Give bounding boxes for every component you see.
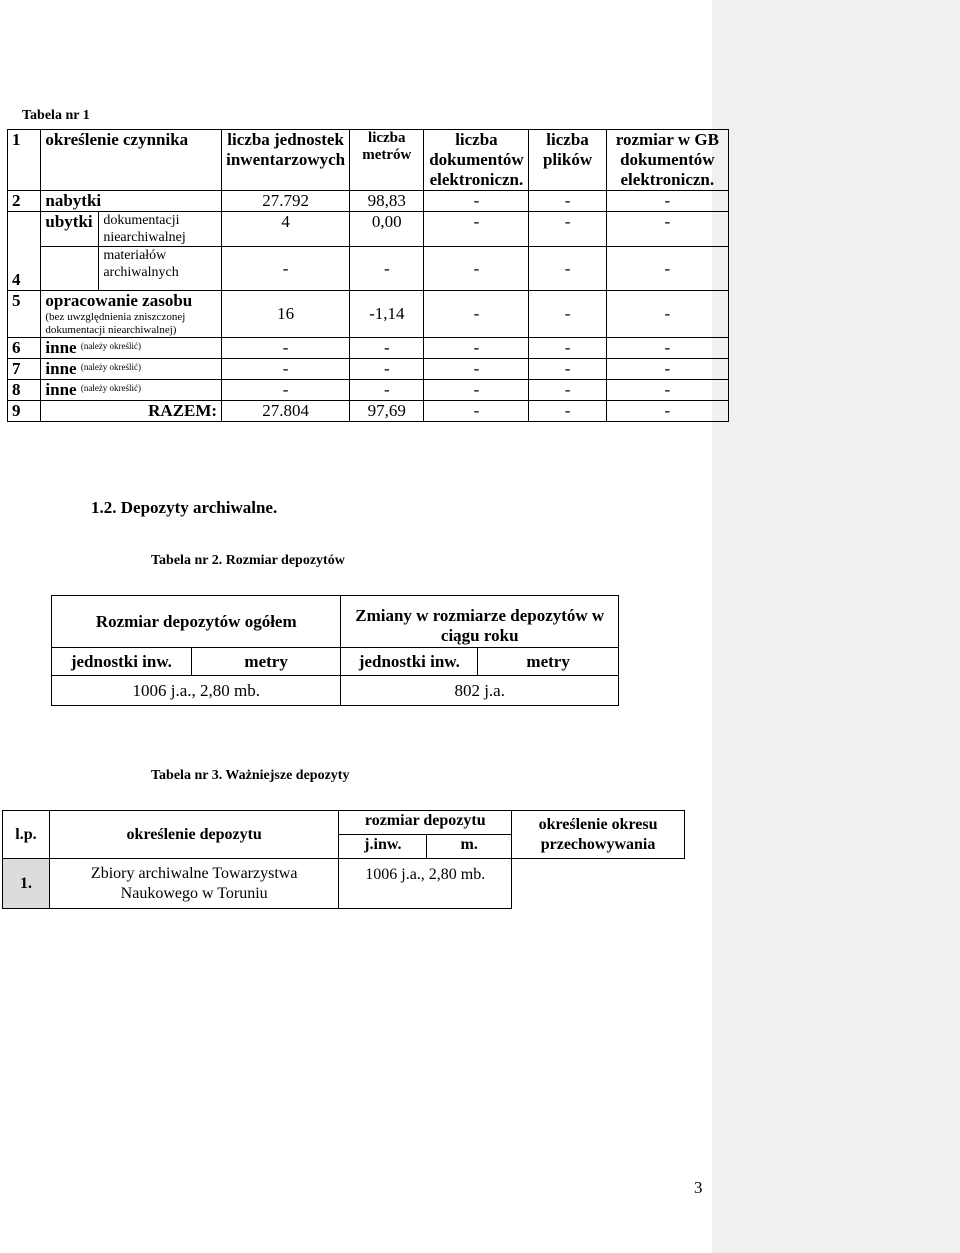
section-heading: 1.2. Depozyty archiwalne. (91, 498, 278, 517)
table-3: l.p. określenie depozytu rozmiar depozytu określenie okresu przechowywania j.inw. m. 1. Zbiory archiwalne Towarzystwa Naukowego w Toruniu 1006 j.a., 2,80 mb. (2, 810, 685, 909)
table1-header-meters: liczba metrów (350, 130, 424, 191)
table1-header-gb: rozmiar w GB dokumentów elektroniczn. (606, 130, 728, 191)
table3-header-period: określenie okresu przechowywania (512, 811, 685, 859)
table-row: 1. Zbiory archiwalne Towarzystwa Naukowego w Toruniu 1006 j.a., 2,80 mb. (3, 859, 685, 909)
table1-header-row (8, 130, 729, 191)
table-row: 7 inne $^{(należy określić)}$ - - - - - (8, 359, 729, 380)
table1-header-files: liczba plików (529, 130, 606, 191)
table-row: 6 inne $^{(należy określić)}$ - - - - - (8, 338, 729, 359)
page-number: 3 (694, 1178, 703, 1197)
table-row: 8 inne $^{(należy określić)}$ - - - - - (8, 380, 729, 401)
table-row: materiałów archiwalnych - - - - - (8, 247, 729, 291)
table3-header-size: rozmiar depozytu (339, 811, 512, 835)
table1-caption: Tabela nr 1 (22, 108, 90, 123)
table2-header-change: Zmiany w rozmiarze depozytów w ciągu roku (341, 596, 619, 648)
table1-header-units: liczba jednostek inwentarzowych (222, 130, 350, 191)
table-row: 2 nabytki 27.792 98,83 - - - (8, 191, 729, 212)
table1-header-factor: określenie czynnika (41, 130, 222, 191)
table3-header-lp: l.p. (3, 811, 50, 859)
table1-total-row: 9 RAZEM: 27.804 97,69 - - - (8, 401, 729, 422)
table2-caption: Tabela nr 2. Rozmiar depozytów (151, 553, 345, 568)
table-row: 5 opracowanie zasobu (bez uwzględnienia zniszczonej dokumentacji niearchiwalnej) 16 -1,14 - - - (8, 291, 729, 338)
table-row: 4 ubytki dokumentacji niearchiwalnej 4 0,00 - - - (8, 212, 729, 247)
table3-header-name: określenie depozytu (49, 811, 338, 859)
table1-header-num: 1 (8, 130, 41, 191)
table3-caption: Tabela nr 3. Ważniejsze depozyty (151, 768, 350, 783)
table2-value-change: 802 j.a. (341, 676, 619, 706)
table1-header-edocs: liczba dokumentów elektroniczn. (424, 130, 529, 191)
table2-header-total: Rozmiar depozytów ogółem (52, 596, 341, 648)
table2-value-total: 1006 j.a., 2,80 mb. (52, 676, 341, 706)
table-1 (7, 129, 729, 422)
table-2: Rozmiar depozytów ogółem Zmiany w rozmiarze depozytów w ciągu roku jednostki inw. metry jednostki inw. metry 1006 j.a., 2,80 mb. 802 j.a. (51, 595, 619, 706)
right-margin-panel (712, 0, 960, 1253)
